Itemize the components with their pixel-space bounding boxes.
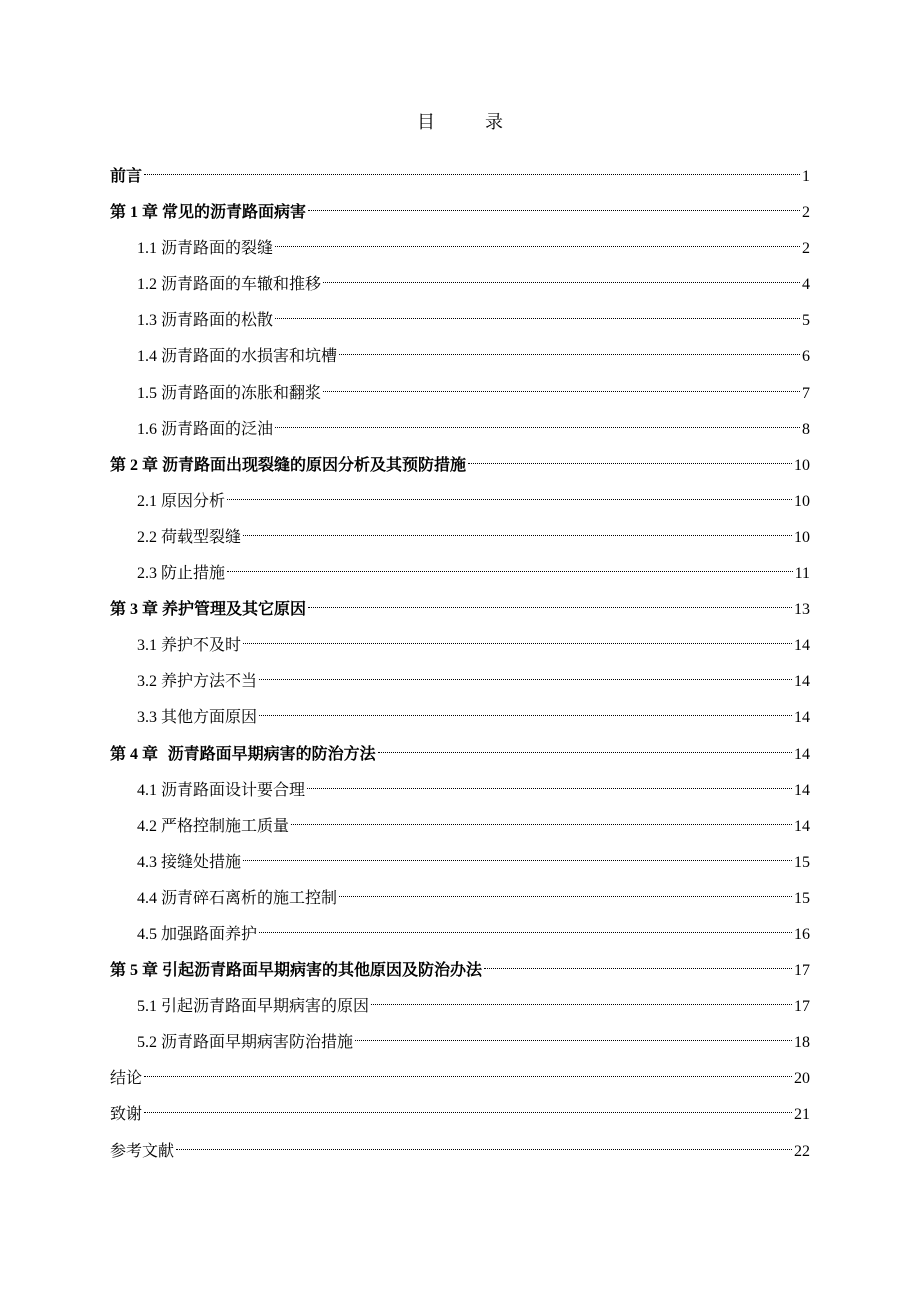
- toc-entry-title: 致谢: [110, 1104, 143, 1124]
- toc-chapter-entry[interactable]: [110, 447, 810, 483]
- toc-page-number: 14: [794, 817, 810, 835]
- dot-leader: [355, 1040, 792, 1041]
- dot-leader: [323, 282, 800, 283]
- dot-leader: [259, 932, 792, 933]
- toc-entry-number: 5.2: [137, 1034, 161, 1052]
- toc-section-entry[interactable]: [110, 916, 810, 952]
- toc-entry[interactable]: [110, 158, 810, 194]
- toc-section-entry[interactable]: [110, 555, 810, 591]
- toc-section-entry[interactable]: [110, 375, 810, 411]
- dot-leader: [144, 1076, 792, 1077]
- toc-entry-number: 5.1: [137, 998, 161, 1016]
- toc-section-entry[interactable]: [110, 1024, 810, 1060]
- dot-leader: [275, 318, 800, 319]
- toc-entry-number: 1.3: [137, 312, 161, 330]
- toc-page-number: 2: [802, 240, 810, 258]
- toc-entry-number: 3.2: [137, 673, 161, 691]
- dot-leader: [176, 1149, 792, 1150]
- toc-section-entry[interactable]: [110, 338, 810, 374]
- toc-entry-number: 2.2: [137, 528, 161, 546]
- toc-entry-number: 1.2: [137, 276, 161, 294]
- toc-entry-title: 沥青碎石离析的施工控制: [161, 887, 338, 907]
- toc-page-number: 14: [794, 709, 810, 727]
- dot-leader: [291, 824, 792, 825]
- toc-entry-title: 沥青路面的裂缝: [161, 238, 274, 258]
- toc-section-entry[interactable]: [110, 230, 810, 266]
- toc-section-entry[interactable]: [110, 266, 810, 302]
- toc-page-number: 10: [794, 456, 810, 474]
- toc-entry-title: 沥青路面的冻胀和翻浆: [161, 382, 322, 402]
- toc-entry-title: 养护管理及其它原因: [162, 599, 307, 619]
- dot-leader: [308, 607, 792, 608]
- toc-section-entry[interactable]: [110, 627, 810, 663]
- dot-leader: [275, 246, 800, 247]
- dot-leader: [243, 860, 792, 861]
- toc-section-entry[interactable]: [110, 988, 810, 1024]
- toc-section-entry[interactable]: [110, 519, 810, 555]
- toc-page-number: 16: [794, 925, 810, 943]
- toc-page-number: 18: [794, 1034, 810, 1052]
- toc-page-number: 17: [794, 998, 810, 1016]
- toc-entry-number: 2.3: [137, 565, 161, 583]
- toc-section-entry[interactable]: [110, 772, 810, 808]
- toc-entry-title: 荷载型裂缝: [161, 526, 242, 546]
- dot-leader: [308, 210, 800, 211]
- toc-entry-title: 接缝处措施: [161, 851, 242, 871]
- toc-entry-number: 第 1 章: [110, 204, 163, 222]
- toc-page-number: 8: [802, 420, 810, 438]
- toc-page-number: 21: [794, 1106, 810, 1124]
- dot-leader: [378, 752, 792, 753]
- dot-leader: [259, 715, 792, 716]
- toc-entry-number: 第 3 章: [110, 601, 163, 619]
- dot-leader: [275, 427, 800, 428]
- toc-entry-number: 4.3: [137, 853, 161, 871]
- dot-leader: [323, 391, 800, 392]
- toc-title: 目 录: [417, 112, 519, 133]
- toc-page-number: 11: [794, 565, 810, 583]
- dot-leader: [144, 174, 800, 175]
- toc-chapter-entry[interactable]: [110, 194, 810, 230]
- toc-entry-number: 3.1: [137, 637, 161, 655]
- toc-entry-number: 第 4 章: [110, 745, 163, 763]
- dot-leader: [144, 1112, 792, 1113]
- toc-entry-title: 沥青路面的松散: [161, 310, 274, 330]
- toc-entry-title: 养护方法不当: [161, 671, 258, 691]
- toc-entry-title: 前言: [110, 166, 143, 185]
- toc-entry-number: 1.4: [137, 348, 161, 366]
- toc-entry-number: 第 5 章: [110, 962, 163, 980]
- toc-section-entry[interactable]: [110, 483, 810, 519]
- toc-section-entry[interactable]: [110, 699, 810, 735]
- toc-section-entry[interactable]: [110, 663, 810, 699]
- toc-section-entry[interactable]: [110, 808, 810, 844]
- toc-page-number: 10: [794, 528, 810, 546]
- dot-leader: [484, 968, 792, 969]
- toc-entry-title: 加强路面养护: [161, 923, 258, 943]
- toc-section-entry[interactable]: [110, 844, 810, 880]
- toc-page-number: 15: [794, 853, 810, 871]
- toc-entry[interactable]: [110, 1060, 810, 1096]
- dot-leader: [227, 571, 793, 572]
- toc-entry-number: 第 2 章: [110, 456, 163, 474]
- toc-page-number: 15: [794, 889, 810, 907]
- toc-section-entry[interactable]: [110, 411, 810, 447]
- toc-entry-title: 沥青路面的车辙和推移: [161, 274, 322, 294]
- dot-leader: [339, 354, 800, 355]
- toc-entry-title: 沥青路面的泛油: [161, 418, 274, 438]
- toc-page-number: 14: [794, 673, 810, 691]
- toc-entry-number: 1.1: [137, 240, 161, 258]
- dot-leader: [243, 643, 792, 644]
- toc-page-number: 14: [794, 745, 810, 763]
- toc-page-number: 1: [802, 168, 810, 185]
- toc-entry[interactable]: [110, 1133, 810, 1169]
- toc-page-number: 13: [794, 601, 810, 619]
- dot-leader: [259, 679, 792, 680]
- toc-section-entry[interactable]: [110, 880, 810, 916]
- dot-leader: [243, 535, 792, 536]
- toc-page-number: 10: [794, 492, 810, 510]
- toc-entry[interactable]: [110, 1096, 810, 1132]
- dot-leader: [371, 1004, 792, 1005]
- toc-entry-title: 沥青路面早期病害的防治方法: [162, 743, 376, 763]
- toc-page-number: 4: [802, 276, 810, 294]
- toc-entry-title: 防止措施: [161, 563, 226, 583]
- dot-leader: [339, 896, 792, 897]
- toc-entry-title: 严格控制施工质量: [161, 815, 290, 835]
- toc-entry-number: 4.2: [137, 817, 161, 835]
- toc-entry-number: 4.5: [137, 925, 161, 943]
- toc-entry-title: 引起沥青路面早期病害的其他原因及防治办法: [162, 960, 483, 980]
- toc-page-number: 2: [802, 204, 810, 222]
- toc-entry-title: 沥青路面早期病害防治措施: [161, 1032, 354, 1052]
- toc-entry-title: 原因分析: [161, 490, 226, 510]
- toc-section-entry[interactable]: [110, 302, 810, 338]
- dot-leader: [227, 499, 792, 500]
- toc-entry-number: 4.4: [137, 889, 161, 907]
- toc-page-number: 14: [794, 781, 810, 799]
- toc-chapter-entry[interactable]: [110, 952, 810, 988]
- toc-entry-title: 沥青路面的水损害和坑槽: [161, 346, 338, 366]
- toc-entry-title: 养护不及时: [161, 635, 242, 655]
- toc-entry-title: 沥青路面出现裂缝的原因分析及其预防措施: [162, 454, 467, 474]
- toc-entry-title: 参考文献: [110, 1140, 175, 1160]
- table-of-contents: [110, 158, 810, 1169]
- toc-entry-number: 4.1: [137, 781, 161, 799]
- toc-entry-title: 其他方面原因: [161, 707, 258, 727]
- toc-entry-number: 3.3: [137, 709, 161, 727]
- toc-entry-number: 1.5: [137, 384, 161, 402]
- toc-entry-number: 2.1: [137, 492, 161, 510]
- toc-entry-title: 常见的沥青路面病害: [162, 202, 307, 222]
- dot-leader: [307, 788, 792, 789]
- toc-entry-number: 1.6: [137, 420, 161, 438]
- toc-entry-title: 沥青路面设计要合理: [161, 779, 306, 799]
- toc-page-number: 20: [794, 1070, 810, 1088]
- toc-page-number: 6: [802, 348, 810, 366]
- toc-entry-title: 结论: [110, 1068, 143, 1088]
- toc-page-number: 17: [794, 962, 810, 980]
- toc-chapter-entry[interactable]: [110, 736, 810, 772]
- toc-page-number: 7: [802, 384, 810, 402]
- toc-entry-title: 引起沥青路面早期病害的原因: [161, 996, 370, 1016]
- toc-chapter-entry[interactable]: [110, 591, 810, 627]
- dot-leader: [468, 463, 792, 464]
- toc-page-number: 22: [794, 1142, 810, 1160]
- toc-page-number: 14: [794, 637, 810, 655]
- toc-page-number: 5: [802, 312, 810, 330]
